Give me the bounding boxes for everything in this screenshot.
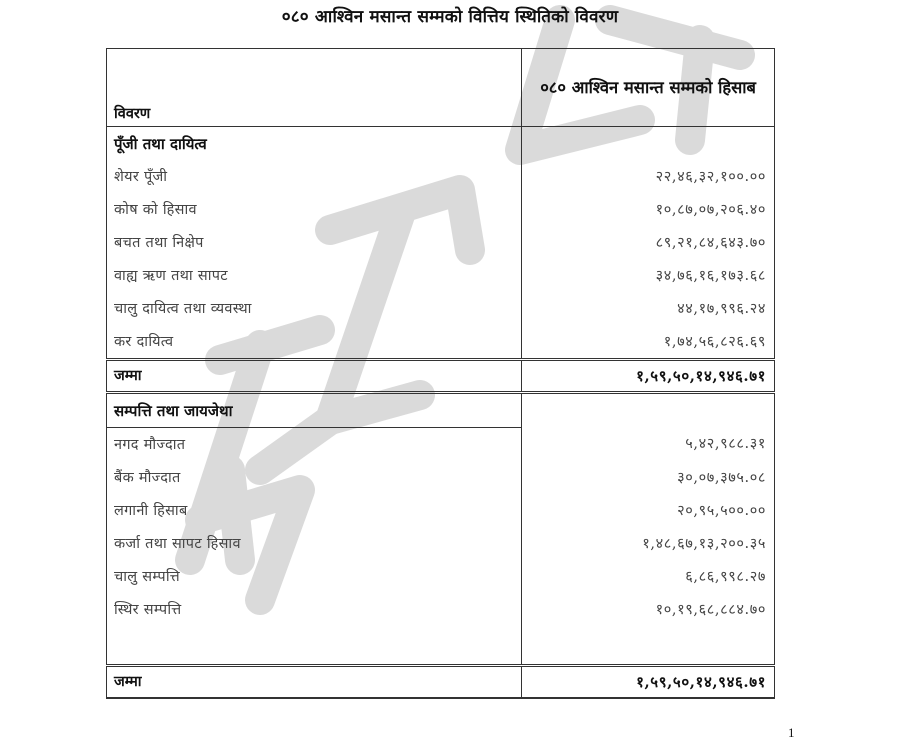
financial-statement-table [106,48,775,699]
row-label: बचत तथा निक्षेप [107,226,522,259]
table-row [107,292,775,325]
table-header-row [107,49,775,127]
total-label: जम्मा [107,666,522,699]
row-label: वाह्य ऋण तथा सापट [107,259,522,292]
row-amount: १,४८,६७,१३,२००.३५ [522,527,775,560]
row-label: शेयर पूँजी [107,160,522,193]
row-label: चालु दायित्व तथा व्यवस्था [107,292,522,325]
empty-cell [522,127,775,161]
row-amount: ३०,०७,३७५.०८ [522,461,775,494]
document-title: ०८० आश्विन मसान्त सम्मको वित्तिय स्थितिको विवरण [281,7,619,27]
row-label: कर दायित्व [107,325,522,360]
row-amount: ३४,७६,१६,१७३.६८ [522,259,775,292]
table-row [107,160,775,193]
spacer-row [107,626,775,666]
table-row [107,193,775,226]
header-amount-cell: ०८० आश्विन मसान्त सम्मको हिसाब [522,49,775,127]
empty-cell [522,626,775,666]
row-amount: २२,४६,३२,१००.०० [522,160,775,193]
row-label: कोष को हिसाव [107,193,522,226]
row-amount: ६,८६,९९८.२७ [522,560,775,593]
liabilities-heading-row [107,127,775,161]
assets-total-row [107,666,775,699]
table-row [107,560,775,593]
total-amount: १,५९,५०,१४,९४६.७१ [522,360,775,393]
total-label: जम्मा [107,360,522,393]
table-row [107,461,775,494]
row-amount: १,७४,५६,८२६.६९ [522,325,775,360]
table-row [107,259,775,292]
table-row [107,325,775,360]
table-row [107,593,775,626]
empty-cell [522,393,775,428]
header-label-cell: विवरण [107,49,522,127]
row-amount: ४४,१७,९९६.२४ [522,292,775,325]
table-row [107,494,775,527]
row-amount: ५,४२,९८८.३१ [522,428,775,462]
row-label: बैंक मौज्दात [107,461,522,494]
table-row [107,527,775,560]
liabilities-total-row [107,360,775,393]
row-amount: २०,९५,५००.०० [522,494,775,527]
empty-cell [107,626,522,666]
page-number: 1 [788,725,795,740]
table-row [107,226,775,259]
assets-heading-row [107,393,775,428]
row-label: चालु सम्पत्ति [107,560,522,593]
row-amount: १०,८७,०७,२०६.४० [522,193,775,226]
liabilities-heading: पूँजी तथा दायित्व [107,127,522,161]
row-amount: १०,१९,६८,८८४.७० [522,593,775,626]
row-label: नगद मौज्दात [107,428,522,462]
assets-heading: सम्पत्ति तथा जायजेथा [107,393,522,428]
total-amount: १,५९,५०,१४,९४६.७१ [522,666,775,699]
table-row [107,428,775,462]
row-label: स्थिर सम्पत्ति [107,593,522,626]
row-amount: ८९,२१,८४,६४३.७० [522,226,775,259]
row-label: कर्जा तथा सापट हिसाव [107,527,522,560]
row-label: लगानी हिसाब [107,494,522,527]
